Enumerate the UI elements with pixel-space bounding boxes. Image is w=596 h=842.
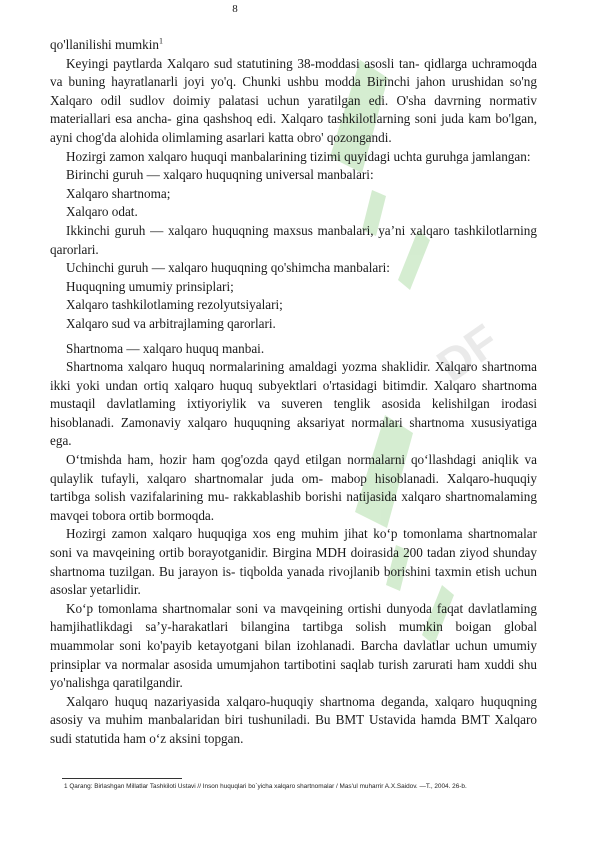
paragraph: Keyingi paytlarda Xalqaro sud statutining 38-moddasi asosli tan- qidlarga uchramoqda va buning hayratlanarli joyi yo'q. Chunki ushbu modda Birinchi jahon urushidan so'ng Xalqaro odil sudlov doimiy palatasi uchun yaratilgan edi. O'sha davrning normativ materiallari esa ancha- gina qashshoq edi. Xalqaro tashkilotlarning soni juda kam bo'lgan, ayni chog'da alohida olimlaming asarlari katta obro' qozongandi. xyxy=(50,55,537,145)
paragraph: Shartnoma — xalqaro huquq manbai. xyxy=(66,340,265,356)
paragraph: Hozirgi zamon xalqaro huquqi manbalarining tizimi quyidagi uchta guruhga jamlangan: xyxy=(66,148,531,164)
svg-text:DF: DF xyxy=(427,313,508,392)
paragraph: Xalqaro sud va arbitrajlaming qarorlari. xyxy=(66,315,276,331)
paragraph: O‘tmishda ham, hozir ham qog'ozda qayd etilgan normalarni qo‘llashdagi aniqlik va qulaylik tufayli, xalqaro shartnomalar juda om- mabop hisoblanadi. Xalqaro-huquqiy tartibga solish vazifalarining mu- rakkablashib borishi natijasida xalqaro shartnomalaming mavqei tobora ortib bormoqda. xyxy=(50,452,537,523)
paragraph: Xalqaro huquq nazariyasida xalqaro-huquqiy shartnoma deganda, xalqaro huquqning asosiy va muhim manbalaridan biri tushuniladi. Bu BMT Ustavida hamda BMT Xalqaro sudi statutida ham o‘z aksini topgan. xyxy=(50,693,537,746)
paragraph: Ko‘p tomonlama shartnomalar soni va mavqeining ortishi dunyoda faqat davlatlaming hamjihatlikdagi sa’y-harakatlari bilangina tartibga solish mumkin boigan global muammolar soni ko'payib ketayotgani bilan izohlanadi. Barcha davlatlar uchun umumiy prinsiplar va normalar asosida umumjahon tartibotini saqlab turish zarurati ham xuddi shu yo'nalishga qaratilgandir. xyxy=(50,600,537,691)
paragraph: Uchinchi guruh — xalqaro huquqning qo'shimcha manbalari: xyxy=(66,260,390,276)
footnote: 1 Qarang: Birlashgan Millatlar Tashkiloti Ustavi // Inson huquqlari bo`yicha xalqaro shartnomalar / Mas'ul muharrir A.X.Saidov. —T., 2004. 26-b. xyxy=(64,783,467,790)
footnote-marker: 1 xyxy=(158,36,163,46)
paragraph: Hozirgi zamon xalqaro huquqiga xos eng muhim jihat ko‘p tomonlama shartnomalar soni va mavqeining ortib borayotganidir. Birgina MDH doirasida 200 tadan ziyod shunday shartnoma tuzilgan. Bu jarayon is- tiqbolda yanada rivojlanib borishini taxmin etish uchun asoslar yetarlidir. xyxy=(50,526,537,598)
document-body xyxy=(50,36,537,749)
paragraph: Shartnoma xalqaro huquq normalarining amaldagi yozma shaklidir. Xalqaro shartnoma ikki yoki undan ortiq xalqaro huquq subyektlari o'rtasidagi bitimdir. Xalqaro shartnoma mustaqil davlatlaming ixtiyoriylik va suveren tenglik asosida kelishilgan irodasi hisoblanadi. Zamonaviy xalqaro huquqning aksariyat normalari shartnoma xususiyatiga ega. xyxy=(50,359,537,449)
paragraph: Ikkinchi guruh — xalqaro huquqning maxsus manbalari, ya’ni xalqaro tashkilotlarning qarorlari. xyxy=(50,222,537,257)
paragraph: Huquqning umumiy prinsiplari; xyxy=(66,278,234,294)
paragraph: Xalqaro odat. xyxy=(66,204,138,220)
page-number: 8 xyxy=(232,3,238,15)
paragraph: Xalqaro tashkilotlaming rezolyutsiyalari; xyxy=(66,297,283,313)
paragraph: Birinchi guruh — xalqaro huquqning universal manbalari: xyxy=(66,167,374,183)
paragraph: qo'llanilishi mumkin$^1$ xyxy=(50,36,163,52)
footnote-divider xyxy=(62,778,182,779)
paragraph: Xalqaro shartnoma; xyxy=(66,185,171,201)
